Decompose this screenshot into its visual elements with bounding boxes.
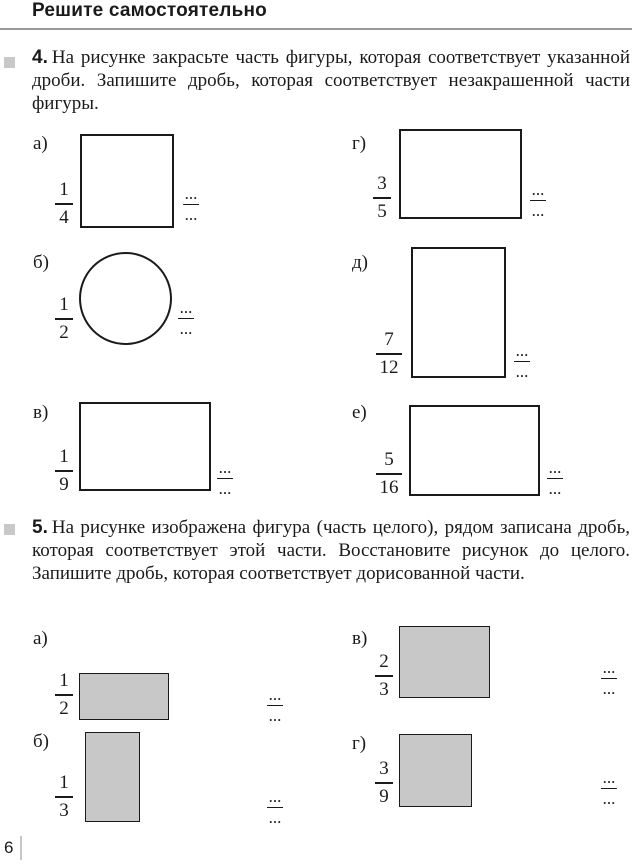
task-5-item-label: а): [33, 628, 48, 649]
given-fraction: [55, 669, 73, 721]
shaded-part-figure[interactable]: [85, 732, 140, 822]
fraction-numerator: 1: [59, 772, 69, 793]
figure-rectangle[interactable]: [409, 405, 540, 496]
answer-numerator: ...: [218, 458, 232, 477]
fraction-numerator: 3: [379, 758, 389, 779]
given-fraction: [376, 448, 402, 500]
fraction-numerator: 7: [384, 329, 394, 350]
answer-numerator: ...: [184, 184, 198, 203]
answer-fraction[interactable]: [266, 788, 284, 827]
answer-fraction[interactable]: [513, 342, 531, 381]
answer-denominator: ...: [531, 201, 545, 221]
figure-rectangle[interactable]: [399, 129, 522, 219]
answer-fraction[interactable]: [600, 769, 618, 808]
fraction-denominator: 3: [59, 799, 69, 821]
fraction-numerator: 1: [59, 446, 69, 467]
task-5-item-label: в): [352, 628, 368, 649]
fraction-denominator: 2: [59, 697, 69, 719]
fraction-bar: [375, 675, 393, 677]
given-fraction: [373, 172, 391, 224]
fraction-numerator: 3: [377, 173, 387, 194]
task-4-item-label: е): [352, 402, 367, 423]
task-4-item-label: д): [352, 252, 368, 273]
answer-numerator: ...: [602, 658, 616, 677]
answer-numerator: ...: [268, 787, 282, 806]
fraction-numerator: 5: [384, 449, 394, 470]
given-fraction: [55, 178, 73, 230]
given-fraction: [55, 293, 73, 345]
task-4-item-label: г): [352, 133, 367, 154]
fraction-bar: [55, 470, 73, 472]
task-4-number: 4.: [32, 47, 48, 68]
page-number: 6: [4, 838, 14, 857]
fraction-denominator: 12: [379, 356, 399, 378]
given-fraction: [375, 650, 393, 702]
fraction-bar: [375, 782, 393, 784]
answer-numerator: ...: [179, 298, 193, 317]
page-number-divider: [20, 836, 22, 860]
answer-denominator: ...: [602, 789, 616, 809]
answer-denominator: ...: [179, 319, 193, 339]
answer-numerator: ...: [515, 341, 529, 360]
fraction-denominator: 2: [59, 321, 69, 343]
answer-numerator: ...: [602, 768, 616, 787]
fraction-numerator: 1: [59, 294, 69, 315]
shaded-part-figure[interactable]: [79, 673, 169, 720]
task-5-item-label: г): [352, 733, 367, 754]
figure-circle[interactable]: [79, 252, 172, 345]
answer-denominator: ...: [218, 479, 232, 499]
task-5-instructions: На рисунке изображена фигура (часть целого), рядом записана дробь, которая соответствует этой части. Восстановите рисунок до целого. Запишите дробь, которая соответствует дорисованной части.: [32, 517, 630, 584]
task-5-number: 5.: [32, 517, 48, 538]
fraction-bar: [55, 318, 73, 320]
fraction-bar: [55, 694, 73, 696]
answer-denominator: ...: [184, 205, 198, 225]
answer-fraction[interactable]: [529, 181, 547, 220]
task-4-item-label: б): [33, 252, 49, 273]
task-4-text: [32, 46, 630, 115]
fraction-numerator: 1: [59, 179, 69, 200]
shaded-part-figure[interactable]: [399, 734, 472, 807]
task-4-instructions: На рисунке закрасьте часть фигуры, которая соответствует указанной дроби. Запишите дробь, которая соответствует незакрашенной части фигуры.: [32, 47, 630, 114]
fraction-denominator: 9: [379, 785, 389, 807]
fraction-bar: [55, 796, 73, 798]
answer-denominator: ...: [548, 479, 562, 499]
answer-fraction[interactable]: [600, 659, 618, 698]
given-fraction: [376, 328, 402, 380]
fraction-bar: [373, 197, 391, 199]
fraction-denominator: 9: [59, 473, 69, 495]
answer-fraction[interactable]: [216, 459, 234, 498]
task-4-marker: [4, 57, 15, 68]
fraction-numerator: 2: [379, 651, 389, 672]
answer-fraction[interactable]: [546, 459, 564, 498]
fraction-denominator: 5: [377, 200, 387, 222]
task-4-item-label: а): [33, 133, 48, 154]
answer-denominator: ...: [602, 679, 616, 699]
fraction-numerator: 1: [59, 670, 69, 691]
task-4-item-label: в): [33, 402, 49, 423]
task-5-marker: [4, 524, 15, 535]
answer-denominator: ...: [268, 808, 282, 828]
figure-square[interactable]: [80, 134, 174, 228]
given-fraction: [55, 771, 73, 823]
fraction-denominator: 16: [379, 476, 399, 498]
given-fraction: [55, 445, 73, 497]
answer-fraction[interactable]: [177, 299, 195, 338]
section-title: Решите самостоятельно: [32, 0, 267, 21]
answer-fraction[interactable]: [182, 185, 200, 224]
task-5-text: [32, 516, 630, 585]
answer-numerator: ...: [268, 685, 282, 704]
answer-denominator: ...: [268, 706, 282, 726]
fraction-denominator: 4: [59, 206, 69, 228]
answer-numerator: ...: [548, 458, 562, 477]
fraction-bar: [376, 353, 402, 355]
fraction-bar: [376, 473, 402, 475]
answer-denominator: ...: [515, 362, 529, 382]
answer-fraction[interactable]: [266, 686, 284, 725]
task-5-item-label: б): [33, 731, 49, 752]
figure-rectangle[interactable]: [411, 247, 506, 378]
title-divider: [0, 28, 632, 30]
shaded-part-figure[interactable]: [399, 626, 490, 698]
fraction-bar: [55, 203, 73, 205]
figure-rectangle[interactable]: [79, 402, 211, 491]
answer-numerator: ...: [531, 180, 545, 199]
fraction-denominator: 3: [379, 678, 389, 700]
given-fraction: [375, 757, 393, 809]
